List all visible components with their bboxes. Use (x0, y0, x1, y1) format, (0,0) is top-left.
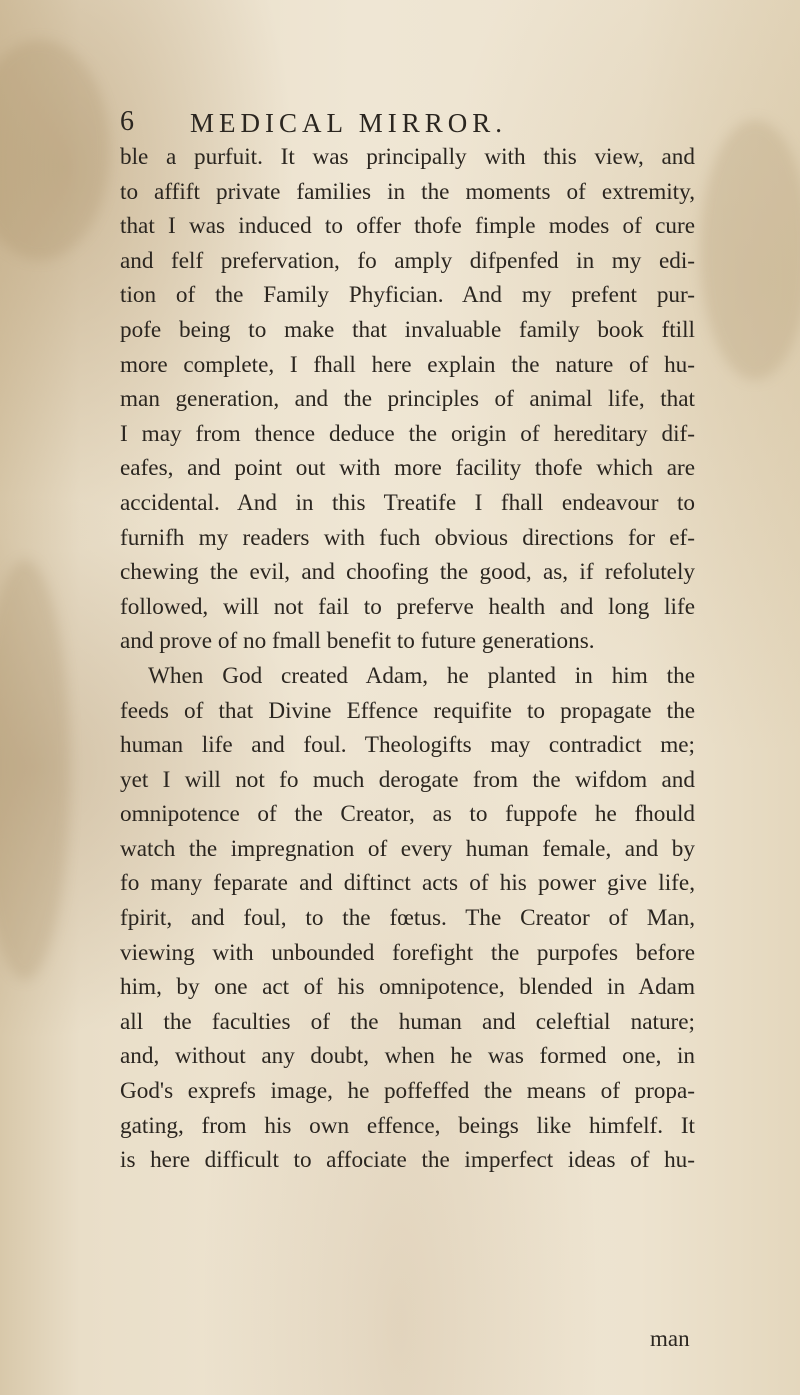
body-text (120, 140, 695, 1178)
text-line: is here difficult to affociate the imperfect ideas of hu- (120, 1147, 695, 1174)
text-line: watch the impregnation of every human female, and by (120, 835, 695, 862)
text-line: accidental. And in this Treatife I fhall endeavour to (120, 489, 695, 516)
text-line: him, by one act of his omnipotence, blended in Adam (120, 974, 695, 1001)
page-number: 6 (120, 106, 135, 137)
text-line: eafes, and point out with more facility thofe which are (120, 455, 695, 482)
text-line: and prove of no fmall benefit to future generations. (120, 628, 595, 655)
running-title: MEDICAL MIRROR. (190, 108, 508, 138)
text-line: fo many feparate and diftinct acts of his power give life, (120, 870, 695, 897)
text-line: to affift private families in the moments of extremity, (120, 178, 695, 205)
text-line: human life and foul. Theologifts may contradict me; (120, 732, 695, 759)
text-line: chewing the evil, and choofing the good, as, if refolutely (120, 559, 695, 586)
text-line: I may from thence deduce the origin of hereditary dif- (120, 420, 695, 447)
text-line: followed, will not fail to preferve health and long life (120, 593, 695, 620)
text-line: God's exprefs image, he poffeffed the means of propa- (120, 1078, 695, 1105)
text-line: gating, from his own effence, beings like himfelf. It (120, 1112, 695, 1139)
age-stain (0, 40, 110, 260)
age-stain (700, 120, 800, 380)
text-line: pofe being to make that invaluable family book ftill (120, 316, 695, 343)
text-line: more complete, I fhall here explain the nature of hu- (120, 351, 695, 378)
text-line: When God created Adam, he planted in him the (148, 662, 695, 689)
text-line: feeds of that Divine Effence requifite to propagate the (120, 697, 695, 724)
text-line: viewing with unbounded forefight the purpofes before (120, 939, 695, 966)
text-line: fpirit, and foul, to the fœtus. The Creator of Man, (120, 905, 695, 932)
text-line: that I was induced to offer thofe fimple modes of cure (120, 213, 695, 240)
text-line: yet I will not fo much derogate from the wifdom and (120, 766, 695, 793)
text-line: and, without any doubt, when he was formed one, in (120, 1043, 695, 1070)
text-line: man generation, and the principles of animal life, that (120, 386, 695, 413)
text-line: ble a purfuit. It was principally with this view, and (120, 144, 695, 170)
text-line: omnipotence of the Creator, as to fuppofe he fhould (120, 801, 695, 828)
catchword: man (650, 1326, 690, 1351)
text-line: furnifh my readers with fuch obvious directions for ef- (120, 524, 695, 551)
age-stain (0, 560, 70, 980)
text-line: tion of the Family Phyfician. And my prefent pur- (120, 282, 695, 309)
text-line: and felf prefervation, fo amply difpenfed in my edi- (120, 247, 695, 274)
text-line: all the faculties of the human and celeftial nature; (120, 1008, 695, 1035)
